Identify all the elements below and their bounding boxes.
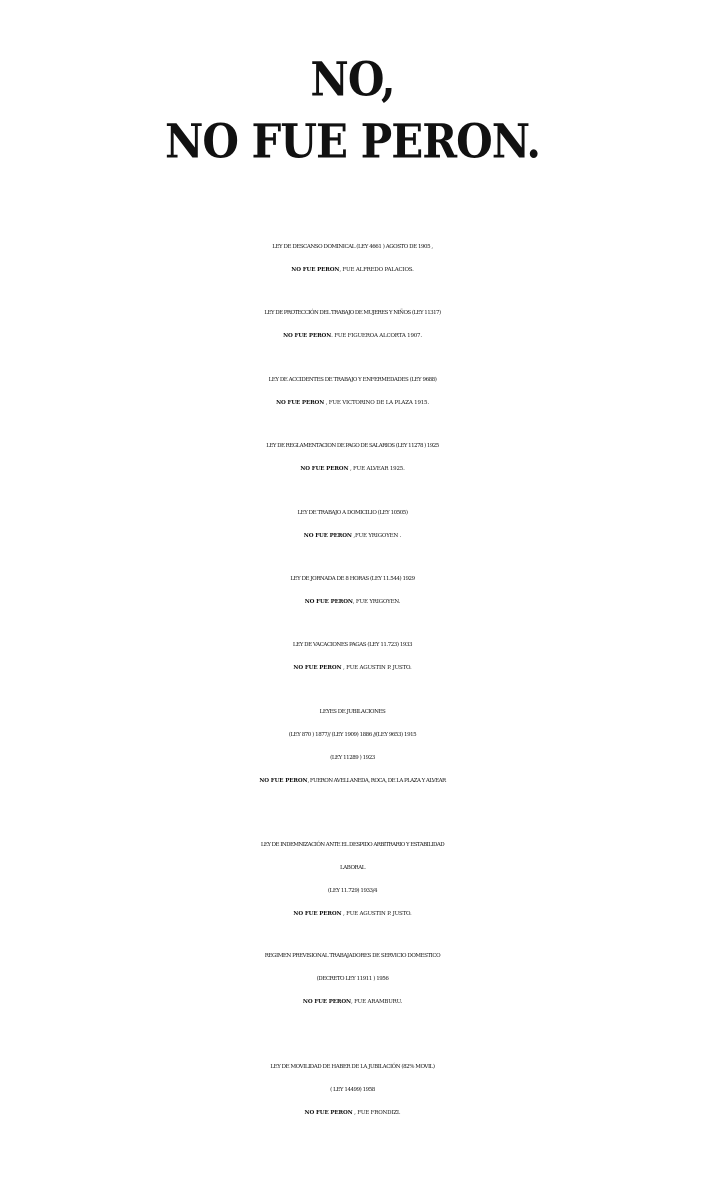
law-attribution: , FUE YRIGOYEN. <box>352 599 401 605</box>
law-attribution-line <box>0 392 705 415</box>
law-attribution-line <box>0 991 705 1014</box>
law-title: LEY DE VACACIONES PAGAS (LEY 11.723) 1933 <box>292 642 413 648</box>
law-emphasis: NO FUE PERON <box>259 778 308 784</box>
law-entry <box>0 701 705 793</box>
law-entry <box>0 369 705 415</box>
page-title-line-2: NO FUE PERON. <box>164 114 541 169</box>
law-entry <box>0 1056 705 1125</box>
law-attribution-line <box>0 903 705 926</box>
page-title-line-1: NO, <box>310 52 395 107</box>
law-title: LEY DE TRABAJO A DOMICILIO (LEY 10505) <box>297 510 408 516</box>
law-number: (LEY 11289 ) 1923 <box>330 755 375 761</box>
law-attribution-line <box>0 458 705 481</box>
law-title: LEY DE INDEMNIZACIÓN ANTE EL DESPIDO ARBITRARIO Y ESTABILIDAD <box>260 842 445 848</box>
law-attribution: , FUE AGUSTIN P. JUSTO. <box>341 665 412 671</box>
law-title: LEY DE JORNADA DE 8 HORAS (LEY 11.544) 1929 <box>290 576 415 582</box>
law-attribution: , FUE FRONDIZI. <box>352 1110 401 1116</box>
law-title: LEY DE DESCANSO DOMINICAL (LEY 4661 ) AGOSTO DE 1905 , <box>272 244 433 250</box>
law-emphasis: NO FUE PERON <box>276 400 325 406</box>
law-emphasis: NO FUE PERON <box>291 267 340 273</box>
law-title: LEY DE PROTECCIÓN DEL TRABAJO DE MUJERES Y NIÑOS (LEY 11317) <box>264 310 441 316</box>
law-attribution: , FUE ARAMBURU. <box>350 999 403 1005</box>
law-entry <box>0 568 705 614</box>
law-attribution-line <box>0 525 705 548</box>
law-title-continued: LABORAL <box>340 865 365 871</box>
law-entry <box>0 502 705 548</box>
law-entry <box>0 945 705 1014</box>
law-attribution: , FUE VICTORINO DE LA PLAZA 1915. <box>324 400 429 406</box>
law-title: LEY DE MOVILIDAD DE HABER DE LA JUBILACIÓN (82% MOVIL) <box>270 1064 435 1070</box>
law-entry <box>0 302 705 348</box>
law-emphasis: NO FUE PERON <box>304 599 353 605</box>
law-emphasis: NO FUE PERON <box>293 665 342 671</box>
law-attribution: , FUE ALVEAR 1925. <box>348 466 405 472</box>
law-title: LEYES DE JUBILACIONES <box>319 709 386 715</box>
law-number: (LEY 11.729) 1933/4 <box>327 888 378 894</box>
law-attribution-line <box>0 770 705 793</box>
law-title: LEY DE ACCIDENTES DE TRABAJO Y ENFERMEDADES (LEY 9688) <box>268 377 437 383</box>
law-emphasis: NO FUE PERON <box>293 911 342 917</box>
law-number: (LEY 870 ) 1877// (LEY 1909) 1886 //(LEY 9653) 1915 <box>288 732 417 738</box>
law-emphasis: NO FUE PERON <box>283 333 332 339</box>
law-emphasis: NO FUE PERON <box>303 533 352 539</box>
law-entry <box>0 634 705 680</box>
law-emphasis: NO FUE PERON <box>304 1110 353 1116</box>
law-entry <box>0 435 705 481</box>
law-attribution-line <box>0 591 705 614</box>
law-attribution-line <box>0 657 705 680</box>
law-emphasis: NO FUE PERON <box>300 466 349 472</box>
law-attribution-line <box>0 259 705 282</box>
law-number: (DECRETO LEY 11911 ) 1956 <box>316 976 389 982</box>
law-number: ( LEY 14499) 1958 <box>330 1087 375 1093</box>
law-title: LEY DE REGLAMENTACION DE PAGO DE SALARIOS (LEY 11278 ) 1925 <box>266 443 439 449</box>
law-attribution-line <box>0 1102 705 1125</box>
law-entry <box>0 834 705 926</box>
law-emphasis: NO FUE PERON <box>302 999 351 1005</box>
law-entry <box>0 236 705 282</box>
law-attribution: ,FUE YRIGOYEN . <box>351 533 402 539</box>
law-attribution: . FUE FIGUEROA ALCORTA 1907. <box>331 333 422 339</box>
law-attribution: , FUERON AVELLANEDA, ROCA, DE LA PLAZA Y ALVEAR <box>307 778 446 784</box>
law-title: REGIMEN PREVISIONAL TRABAJADORES DE SERVICIO DOMESTICO <box>264 953 441 959</box>
law-attribution-line <box>0 325 705 348</box>
law-attribution: , FUE ALFREDO PALACIOS. <box>339 267 414 273</box>
law-attribution: , FUE AGUSTIN P. JUSTO. <box>341 911 412 917</box>
